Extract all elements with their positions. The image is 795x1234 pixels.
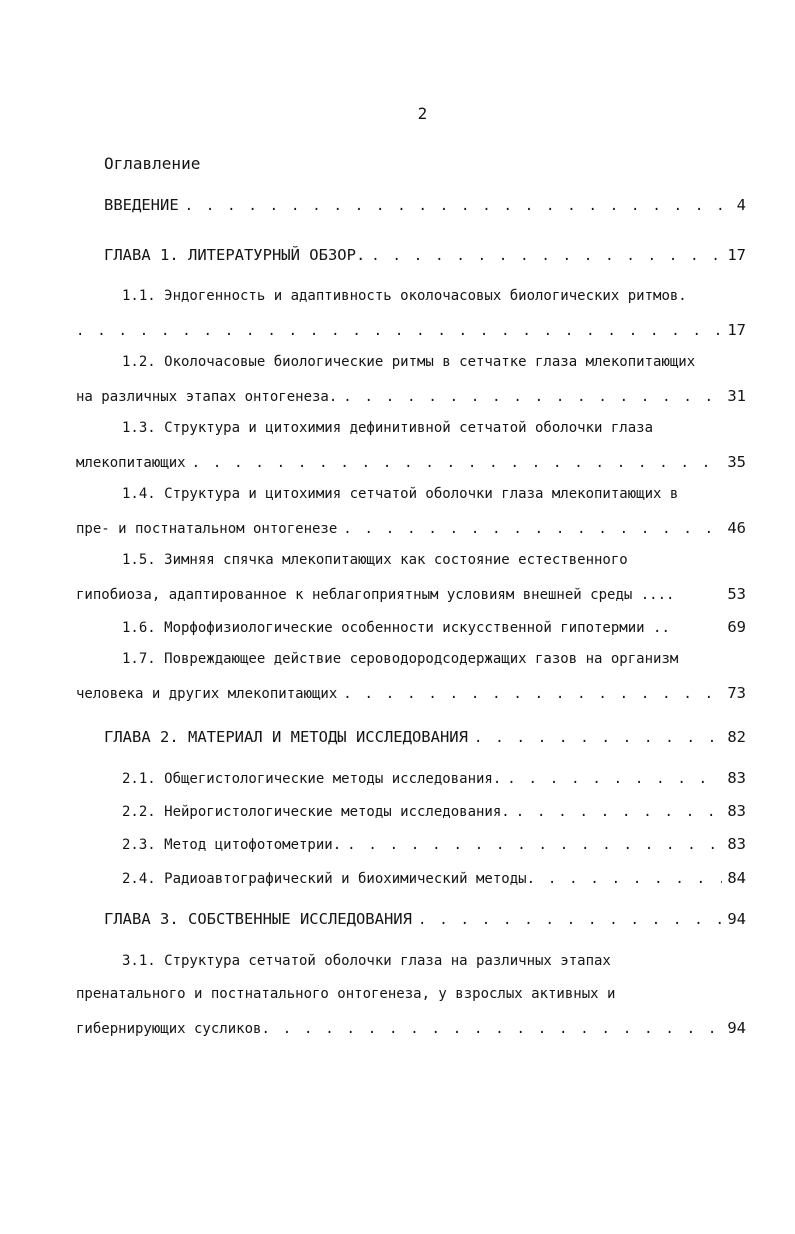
toc-entry-text-line: 1.5. Зимняя спячка млекопитающих как состояние естественного bbox=[122, 552, 628, 568]
toc-entry-1-3-cont bbox=[76, 453, 746, 475]
toc-entry-1-4 bbox=[76, 486, 746, 508]
toc-entry-1-2-cont bbox=[76, 387, 746, 409]
toc-entry-text-line: человека и других млекопитающих bbox=[76, 686, 338, 702]
page-number: 2 bbox=[417, 104, 428, 123]
toc-entry-page: 94 bbox=[727, 1019, 746, 1037]
toc-entry-page: 17 bbox=[727, 246, 746, 264]
toc-entry-page: 46 bbox=[727, 519, 746, 537]
dot-leader bbox=[186, 455, 722, 471]
toc-entry-page: 73 bbox=[727, 684, 746, 702]
dot-leader bbox=[337, 686, 722, 702]
toc-entry-page: 83 bbox=[727, 835, 746, 853]
toc-entry-page: 83 bbox=[727, 802, 746, 820]
toc-entry-2-1 bbox=[76, 769, 746, 791]
toc-entry-chapter-2 bbox=[76, 728, 746, 750]
dot-leader bbox=[261, 1021, 722, 1037]
toc-entry-page: 31 bbox=[727, 387, 746, 405]
toc-entry-text-line: 2.1. Общегистологические методы исследования. bbox=[122, 771, 502, 787]
toc-entry-page: 4 bbox=[736, 196, 746, 214]
dot-leader bbox=[365, 248, 722, 264]
dot-leader bbox=[468, 730, 722, 746]
toc-entry-1-5-cont bbox=[76, 585, 746, 607]
dot-leader bbox=[501, 771, 722, 787]
toc-entry-text-line: млекопитающих bbox=[76, 455, 186, 471]
toc-entry-2-2 bbox=[76, 802, 746, 824]
dot-leader bbox=[510, 804, 722, 820]
toc-entry-chapter-1 bbox=[76, 246, 746, 268]
toc-entry-1-3 bbox=[76, 420, 746, 442]
toc-entry-text-line: на различных этапах онтогенеза. bbox=[76, 389, 338, 405]
toc-entry-text-line: 1.7. Повреждающее действие сероводородсодержащих газов на организм bbox=[122, 651, 679, 667]
toc-entry-page: 94 bbox=[727, 910, 746, 928]
toc-entry-introduction bbox=[76, 196, 746, 218]
toc-entry-1-6 bbox=[76, 618, 746, 640]
toc-entry-2-3 bbox=[76, 835, 746, 857]
toc-entry-1-1-leader bbox=[76, 321, 746, 343]
toc-entry-label: ГЛАВА 2. МАТЕРИАЛ И МЕТОДЫ ИССЛЕДОВАНИЯ bbox=[104, 728, 468, 746]
toc-entry-1-4-cont bbox=[76, 519, 746, 541]
toc-entry-text-line: 1.3. Структура и цитохимия дефинитивной сетчатой оболочки глаза bbox=[122, 420, 654, 436]
toc-entry-page: 35 bbox=[727, 453, 746, 471]
toc-entry-page: 84 bbox=[727, 869, 746, 887]
toc-entry-text-line: 3.1. Структура сетчатой оболочки глаза на различных этапах bbox=[122, 953, 611, 969]
dot-leader bbox=[341, 837, 722, 853]
toc-entry-text-line: 1.1. Эндогенность и адаптивность околочасовых биологических ритмов. bbox=[122, 288, 687, 304]
toc-entry-page: 53 bbox=[727, 585, 746, 603]
toc-entry-text-line: 2.2. Нейрогистологические методы исследования. bbox=[122, 804, 510, 820]
toc-entry-1-1 bbox=[76, 288, 746, 310]
toc-entry-label: ГЛАВА 1. ЛИТЕРАТУРНЫЙ ОБЗОР. bbox=[104, 246, 366, 264]
toc-entry-page: 82 bbox=[727, 728, 746, 746]
toc-entry-1-7 bbox=[76, 651, 746, 673]
toc-entry-text-line: гипобиоза, адаптированное к неблагоприятным условиям внешней среды .... bbox=[76, 587, 675, 603]
toc-entry-text-line: 2.3. Метод цитофотометрии. bbox=[122, 837, 342, 853]
dot-leader bbox=[76, 323, 722, 339]
toc-entry-3-1-cont2 bbox=[76, 1019, 746, 1041]
toc-entry-label: ГЛАВА 3. СОБСТВЕННЫЕ ИССЛЕДОВАНИЯ bbox=[104, 910, 412, 928]
toc-heading: Оглавление bbox=[104, 154, 201, 173]
toc-entry-text-line: 2.4. Радиоавтографический и биохимический методы bbox=[122, 871, 527, 887]
dot-leader bbox=[412, 912, 722, 928]
toc-entry-2-4 bbox=[76, 869, 746, 891]
toc-entry-1-5 bbox=[76, 552, 746, 574]
toc-entry-text-line: 1.2. Околочасовые биологические ритмы в сетчатке глаза млекопитающих bbox=[122, 354, 696, 370]
toc-entry-3-1 bbox=[76, 953, 746, 975]
toc-entry-text-line: 1.6. Морфофизиологические особенности искусственной гипотермии .. bbox=[122, 620, 670, 636]
dot-leader bbox=[527, 871, 722, 887]
dot-leader bbox=[337, 389, 722, 405]
toc-entry-3-1-cont bbox=[76, 986, 746, 1008]
toc-entry-text-line: пренатального и постнатального онтогенеза, у взрослых активных и bbox=[76, 986, 616, 1002]
toc-entry-page: 69 bbox=[727, 618, 746, 636]
toc-entry-chapter-3 bbox=[76, 910, 746, 932]
toc-entry-page: 83 bbox=[727, 769, 746, 787]
toc-entry-page: 17 bbox=[727, 321, 746, 339]
toc-entry-label: ВВЕДЕНИЕ bbox=[104, 196, 179, 214]
toc-entry-text-line: гибернирующих сусликов bbox=[76, 1021, 262, 1037]
toc-entry-text-line: пре- и постнатальном онтогенезе bbox=[76, 521, 338, 537]
dot-leader bbox=[337, 521, 722, 537]
toc-entry-1-7-cont bbox=[76, 684, 746, 706]
toc-entry-text-line: 1.4. Структура и цитохимия сетчатой оболочки глаза млекопитающих в bbox=[122, 486, 679, 502]
toc-entry-1-2 bbox=[76, 354, 746, 376]
dot-leader bbox=[179, 198, 722, 214]
